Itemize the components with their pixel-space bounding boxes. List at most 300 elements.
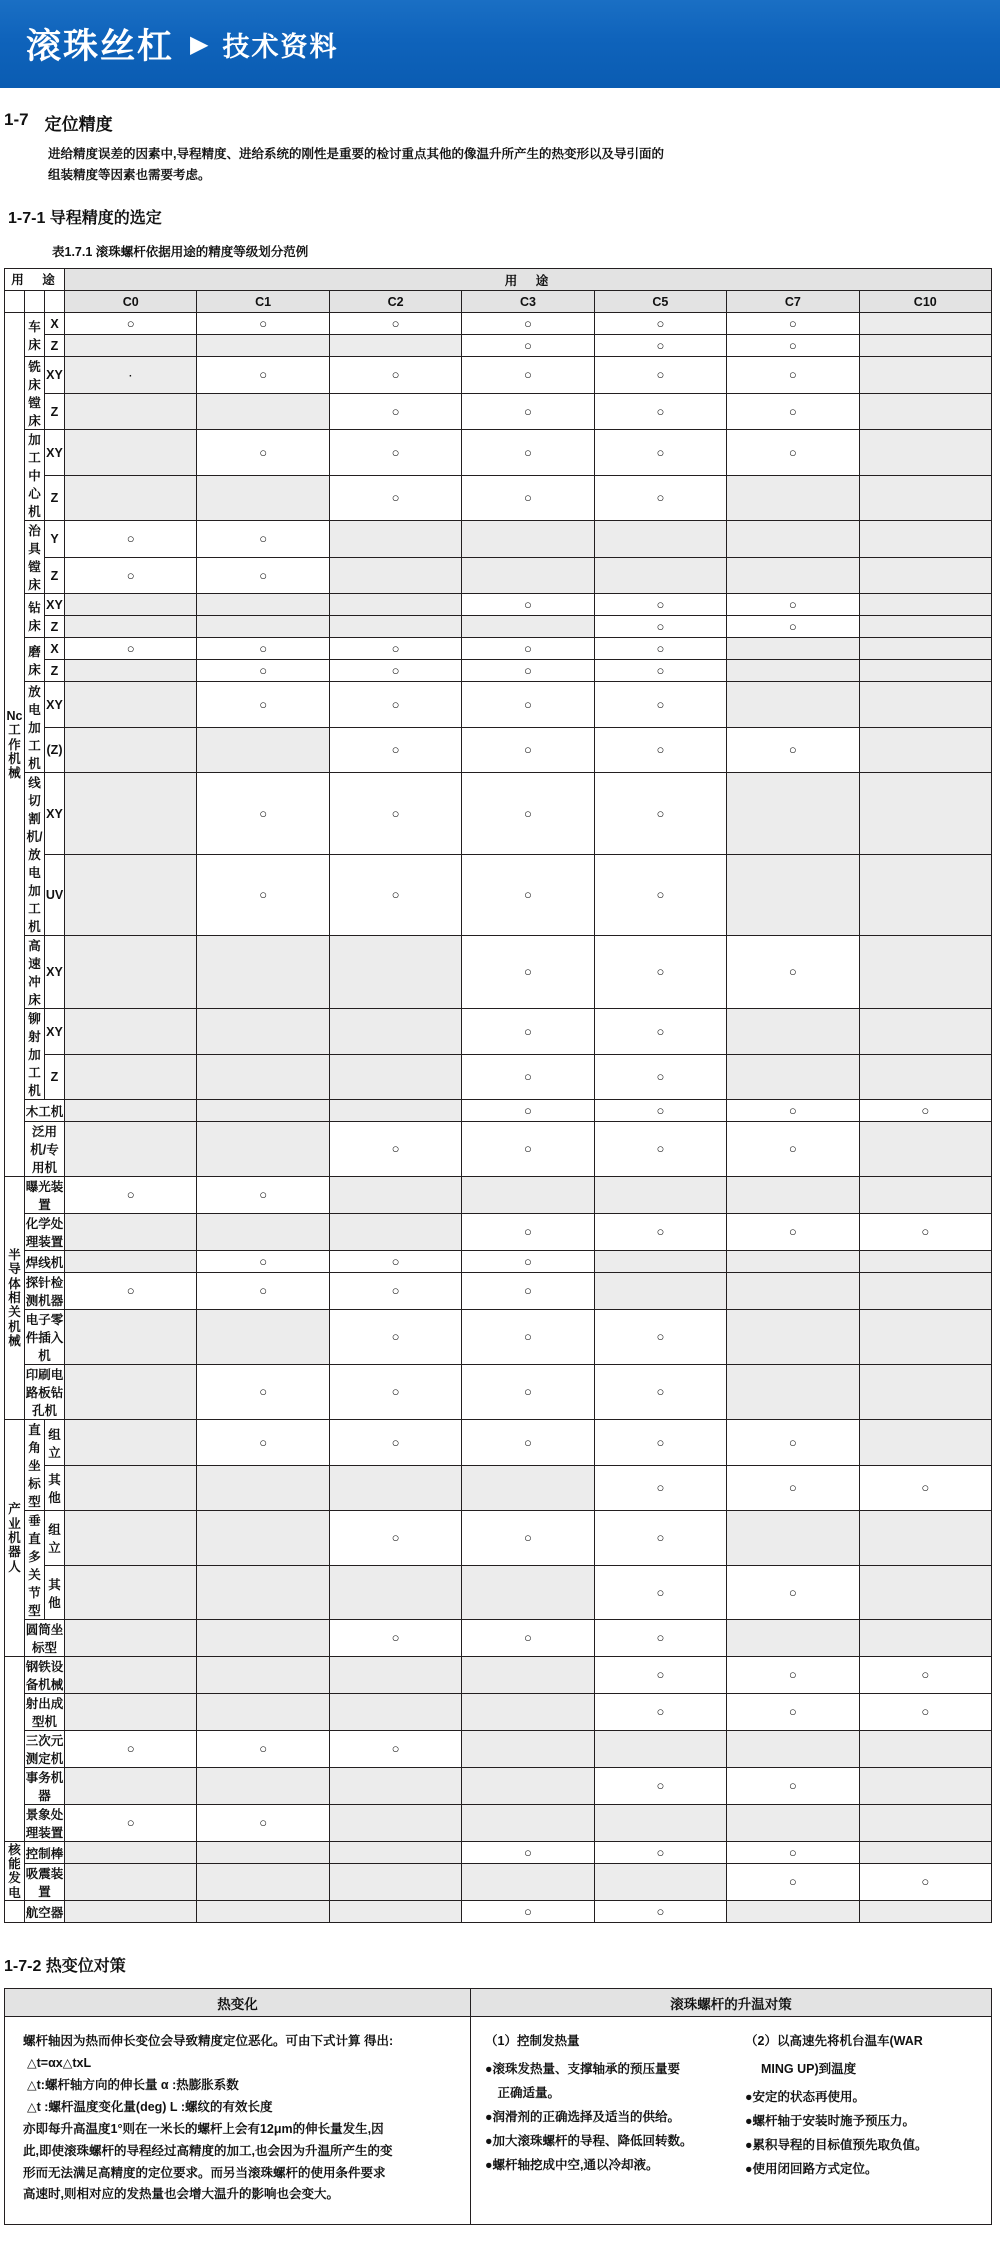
circle-mark-icon: ○	[656, 964, 665, 980]
matrix-axis-label: Z	[45, 475, 65, 521]
matrix-grade-cell	[594, 357, 726, 394]
circle-mark-icon: ○	[391, 805, 400, 821]
circle-mark-icon: ○	[391, 742, 400, 757]
matrix-grade-cell	[197, 393, 329, 430]
list-item: ●累积导程的目标值预先取负值。	[745, 2137, 928, 2152]
section-1-7-title: 定位精度	[44, 115, 113, 134]
matrix-grade-cell	[462, 1565, 594, 1620]
circle-mark-icon: ○	[656, 640, 665, 656]
matrix-grade-cell	[197, 1214, 329, 1251]
matrix-grade-cell	[462, 1657, 594, 1694]
matrix-grade-cell	[727, 1054, 859, 1100]
matrix-grade-cell	[727, 1100, 859, 1122]
circle-mark-icon: ○	[524, 640, 532, 656]
matrix-application-name: 直角坐标型	[25, 1420, 45, 1511]
table-row	[5, 854, 992, 936]
circle-mark-icon: ○	[126, 1283, 135, 1299]
thermal-line-6: 此,即使滚珠螺杆的导程经过高精度的加工,也会因为升温所产生的变	[23, 2143, 393, 2158]
circle-mark-icon: ○	[391, 1630, 400, 1646]
matrix-grade-cell	[594, 393, 726, 430]
matrix-grade-cell	[65, 1251, 197, 1273]
matrix-grade-cell	[594, 1420, 726, 1466]
circle-mark-icon: ○	[788, 403, 797, 419]
circle-mark-icon: ○	[788, 618, 797, 634]
matrix-grade-cell	[594, 773, 726, 855]
circle-mark-icon: ○	[656, 1329, 665, 1345]
circle-mark-icon: ○	[656, 696, 665, 712]
circle-mark-icon: ○	[524, 662, 532, 678]
circle-mark-icon: ○	[259, 1434, 268, 1450]
circle-mark-icon: ○	[656, 1584, 665, 1600]
matrix-grade-cell	[197, 1310, 329, 1365]
table-row	[5, 727, 992, 773]
matrix-group-label: 半 导 体 相 关 机 械	[5, 1177, 25, 1420]
circle-mark-icon: ○	[259, 567, 268, 583]
matrix-grade-cell	[727, 1620, 859, 1657]
circle-mark-icon: ○	[788, 1778, 797, 1794]
matrix-grade-cell	[594, 1731, 726, 1768]
table-row	[5, 335, 992, 357]
circle-mark-icon: ○	[656, 742, 665, 757]
matrix-grade-cell	[197, 1901, 329, 1923]
matrix-grade-cell	[727, 1273, 859, 1310]
matrix-grade-cell	[859, 475, 991, 521]
circle-mark-icon: ○	[788, 1224, 797, 1240]
circle-mark-icon: ○	[656, 444, 665, 460]
circle-mark-icon: ○	[259, 531, 268, 546]
circle-mark-icon: ○	[126, 1741, 135, 1757]
table-row	[5, 1310, 992, 1365]
matrix-grade-cell	[859, 1565, 991, 1620]
matrix-grade-cell	[462, 1122, 594, 1177]
matrix-application-name: 航空器	[25, 1901, 65, 1923]
matrix-grade-cell	[462, 1273, 594, 1310]
matrix-grade-cell	[65, 1054, 197, 1100]
circle-mark-icon: ○	[788, 1141, 797, 1157]
matrix-grade-cell	[859, 660, 991, 682]
circle-mark-icon: ○	[788, 964, 797, 980]
matrix-application-name: 圆筒坐标型	[25, 1620, 65, 1657]
table-row	[5, 1511, 992, 1566]
table-caption: 表1.7.1 滚珠螺杆依据用途的精度等级划分范例	[52, 245, 309, 260]
circle-mark-icon: ○	[259, 1283, 268, 1299]
matrix-grade-cell	[65, 594, 197, 616]
matrix-grade-cell	[329, 1177, 461, 1214]
matrix-grade-cell	[594, 1251, 726, 1273]
matrix-grade-cell	[65, 936, 197, 1009]
circle-mark-icon: ○	[656, 315, 665, 331]
circle-mark-icon: ○	[788, 444, 797, 460]
table-row	[5, 1273, 992, 1310]
circle-mark-icon: ○	[788, 337, 797, 353]
matrix-header-row-top	[5, 269, 992, 291]
matrix-grade-cell	[594, 1864, 726, 1901]
matrix-grade-cell	[727, 557, 859, 594]
matrix-grade-cell	[329, 682, 461, 728]
matrix-axis-label: X	[45, 313, 65, 335]
dot-mark-icon: ·	[129, 371, 133, 382]
matrix-grade-cell	[462, 682, 594, 728]
circle-mark-icon: ○	[656, 1480, 665, 1495]
circle-mark-icon: ○	[391, 490, 400, 505]
matrix-grade-cell	[197, 727, 329, 773]
matrix-grade-cell	[197, 335, 329, 357]
matrix-group-label	[5, 1901, 25, 1923]
matrix-axis-label: 其他	[45, 1565, 65, 1620]
table-row	[5, 1620, 992, 1657]
matrix-grade-cell	[594, 594, 726, 616]
matrix-axis-label: XY	[45, 1009, 65, 1055]
matrix-grade-cell	[329, 936, 461, 1009]
matrix-grade-cell	[859, 1214, 991, 1251]
matrix-grade-cell	[462, 1251, 594, 1273]
table-row	[5, 1731, 992, 1768]
matrix-application-name: 电子零件插入机	[25, 1310, 65, 1365]
table-row	[5, 1864, 992, 1901]
circle-mark-icon: ○	[656, 1224, 665, 1240]
matrix-grade-cell	[594, 1100, 726, 1122]
table-row	[5, 393, 992, 430]
matrix-axis-label: XY	[45, 594, 65, 616]
matrix-grade-cell	[859, 1177, 991, 1214]
matrix-grade-cell	[727, 660, 859, 682]
matrix-grade-cell	[462, 638, 594, 660]
matrix-header-grade-c10: C10	[859, 291, 991, 313]
circle-mark-icon: ○	[524, 1069, 532, 1084]
matrix-grade-cell	[859, 1420, 991, 1466]
matrix-application-name: 三次元测定机	[25, 1731, 65, 1768]
circle-mark-icon: ○	[259, 1815, 268, 1831]
circle-mark-icon: ○	[524, 1903, 532, 1919]
matrix-grade-cell	[859, 1273, 991, 1310]
matrix-grade-cell	[65, 1805, 197, 1842]
matrix-grade-cell	[197, 357, 329, 394]
matrix-grade-cell	[329, 393, 461, 430]
list-item: ●加大滚珠螺杆的导程、降低回转数。	[485, 2133, 693, 2148]
matrix-header-use-right: 用 途	[65, 269, 992, 291]
matrix-grade-cell	[727, 357, 859, 394]
matrix-grade-cell	[727, 335, 859, 357]
matrix-grade-cell	[197, 638, 329, 660]
circle-mark-icon: ○	[788, 1102, 797, 1118]
matrix-grade-cell	[329, 1805, 461, 1842]
matrix-grade-cell	[727, 475, 859, 521]
matrix-grade-cell	[329, 1657, 461, 1694]
circle-mark-icon: ○	[656, 1903, 665, 1919]
matrix-grade-cell	[65, 1177, 197, 1214]
circle-mark-icon: ○	[524, 1384, 532, 1400]
circle-mark-icon: ○	[524, 367, 532, 382]
table-row	[5, 430, 992, 476]
table-row	[5, 357, 992, 394]
matrix-application-name: 射出成型机	[25, 1694, 65, 1731]
matrix-grade-cell	[329, 335, 461, 357]
matrix-grade-cell	[65, 1310, 197, 1365]
matrix-grade-cell	[727, 1122, 859, 1177]
matrix-grade-cell	[727, 1805, 859, 1842]
matrix-grade-cell	[859, 1465, 991, 1511]
matrix-grade-cell	[65, 521, 197, 558]
circle-mark-icon: ○	[656, 887, 665, 902]
circle-mark-icon: ○	[524, 1253, 532, 1269]
circle-mark-icon: ○	[656, 367, 665, 382]
matrix-axis-label: Y	[45, 521, 65, 558]
countermeasure-cell	[471, 2017, 992, 2225]
matrix-grade-cell	[594, 1177, 726, 1214]
matrix-grade-cell	[462, 1420, 594, 1466]
thermal-change-text	[5, 2017, 471, 2225]
matrix-header-name-spacer	[25, 291, 45, 313]
matrix-grade-cell	[197, 1694, 329, 1731]
table-row	[5, 1122, 992, 1177]
matrix-grade-cell	[594, 1901, 726, 1923]
circle-mark-icon: ○	[656, 1844, 665, 1860]
matrix-application-name: 事务机器	[25, 1768, 65, 1805]
table-row	[5, 313, 992, 335]
circle-mark-icon: ○	[391, 1434, 400, 1450]
matrix-grade-cell	[65, 660, 197, 682]
matrix-grade-cell	[462, 1100, 594, 1122]
matrix-grade-cell	[329, 594, 461, 616]
matrix-header-grade-c3: C3	[462, 291, 594, 313]
list-item: ●螺杆轴挖成中空,通以冷却液。	[485, 2157, 659, 2172]
matrix-table-body	[5, 313, 992, 1923]
matrix-grade-cell	[197, 1565, 329, 1620]
thermal-countermeasure-table	[4, 1988, 992, 2225]
countermeasure-columns	[471, 2017, 991, 2200]
matrix-grade-cell	[329, 1768, 461, 1805]
matrix-grade-cell	[859, 1251, 991, 1273]
matrix-grade-cell	[859, 393, 991, 430]
matrix-grade-cell	[65, 1511, 197, 1566]
circle-mark-icon: ○	[259, 1187, 268, 1203]
matrix-header-grade-c5: C5	[594, 291, 726, 313]
matrix-grade-cell	[859, 430, 991, 476]
circle-mark-icon: ○	[921, 1480, 930, 1495]
circle-mark-icon: ○	[259, 805, 268, 821]
circle-mark-icon: ○	[788, 1667, 797, 1683]
matrix-grade-cell	[197, 1511, 329, 1566]
matrix-grade-cell	[65, 1620, 197, 1657]
matrix-grade-cell	[859, 1054, 991, 1100]
circle-mark-icon: ○	[524, 1630, 532, 1646]
circle-mark-icon: ○	[656, 1704, 665, 1720]
matrix-grade-cell	[329, 616, 461, 638]
matrix-grade-cell	[594, 1009, 726, 1055]
matrix-grade-cell	[594, 1657, 726, 1694]
matrix-grade-cell	[329, 1100, 461, 1122]
matrix-grade-cell	[65, 1273, 197, 1310]
matrix-grade-cell	[329, 1864, 461, 1901]
matrix-grade-cell	[329, 1251, 461, 1273]
table-row	[5, 594, 992, 616]
matrix-grade-cell	[859, 616, 991, 638]
matrix-grade-cell	[859, 773, 991, 855]
section-1-7-2-heading: 1-7-2 热变位对策	[4, 1958, 126, 1976]
matrix-header-row-grades	[5, 291, 992, 313]
circle-mark-icon: ○	[391, 367, 400, 382]
matrix-grade-cell	[329, 854, 461, 936]
matrix-axis-label: XY	[45, 936, 65, 1009]
matrix-grade-cell	[462, 393, 594, 430]
matrix-application-name: 放电加工机	[25, 682, 45, 773]
matrix-grade-cell	[197, 1177, 329, 1214]
matrix-grade-cell	[727, 393, 859, 430]
circle-mark-icon: ○	[126, 315, 135, 331]
matrix-grade-cell	[65, 1465, 197, 1511]
matrix-grade-cell	[329, 1465, 461, 1511]
section-1-7	[4, 110, 1000, 260]
table-row	[5, 1694, 992, 1731]
matrix-axis-label: X	[45, 638, 65, 660]
matrix-grade-cell	[65, 335, 197, 357]
matrix-grade-cell	[594, 854, 726, 936]
circle-mark-icon: ○	[259, 887, 268, 902]
matrix-application-name: 木工机	[25, 1100, 65, 1122]
matrix-grade-cell	[594, 638, 726, 660]
matrix-grade-cell	[197, 1100, 329, 1122]
circle-mark-icon: ○	[391, 1530, 400, 1545]
matrix-grade-cell	[859, 1694, 991, 1731]
matrix-grade-cell	[197, 557, 329, 594]
matrix-application-name: 治具镗床	[25, 521, 45, 594]
circle-mark-icon: ○	[524, 964, 532, 980]
matrix-grade-cell	[727, 430, 859, 476]
circle-mark-icon: ○	[524, 696, 532, 712]
matrix-grade-cell	[197, 682, 329, 728]
matrix-grade-cell	[329, 1122, 461, 1177]
circle-mark-icon: ○	[524, 1844, 532, 1860]
matrix-grade-cell	[197, 616, 329, 638]
circle-mark-icon: ○	[391, 696, 400, 712]
matrix-axis-label: Z	[45, 393, 65, 430]
matrix-header-grade-c2: C2	[329, 291, 461, 313]
matrix-grade-cell	[594, 1565, 726, 1620]
matrix-grade-cell	[462, 475, 594, 521]
circle-mark-icon: ○	[788, 1434, 797, 1450]
matrix-grade-cell	[594, 616, 726, 638]
matrix-application-name: 铆射加工机	[25, 1009, 45, 1100]
matrix-grade-cell	[727, 1901, 859, 1923]
matrix-grade-cell	[462, 1310, 594, 1365]
circle-mark-icon: ○	[656, 1023, 665, 1039]
section-1-7-heading	[4, 110, 1000, 135]
matrix-axis-label: XY	[45, 430, 65, 476]
matrix-grade-cell	[197, 1251, 329, 1273]
matrix-grade-cell	[462, 616, 594, 638]
matrix-grade-cell	[727, 638, 859, 660]
matrix-application-name: 景象处理装置	[25, 1805, 65, 1842]
matrix-grade-cell	[65, 1901, 197, 1923]
circle-mark-icon: ○	[391, 1384, 400, 1400]
matrix-axis-label: Z	[45, 1054, 65, 1100]
matrix-grade-cell	[594, 682, 726, 728]
matrix-grade-cell	[594, 936, 726, 1009]
section-1-7-1-heading: 1-7-1 导程精度的选定	[8, 210, 162, 228]
banner-title: 滚珠丝杠	[26, 27, 175, 66]
table-row	[5, 1805, 992, 1842]
matrix-grade-cell	[197, 430, 329, 476]
matrix-grade-cell	[65, 430, 197, 476]
banner-subtitle: 技术资料	[222, 31, 339, 62]
matrix-grade-cell	[197, 1365, 329, 1420]
circle-mark-icon: ○	[259, 367, 268, 382]
circle-mark-icon: ○	[656, 1530, 665, 1545]
matrix-grade-cell	[727, 313, 859, 335]
section-1-7-body-line1: 进给精度误差的因素中,导程精度、进给系统的刚性是重要的检讨重点其他的像温升所产生的热变形以及导引面的	[48, 147, 664, 161]
circle-mark-icon: ○	[656, 805, 665, 821]
matrix-grade-cell	[859, 1511, 991, 1566]
circle-mark-icon: ○	[524, 596, 532, 612]
matrix-grade-cell	[727, 1177, 859, 1214]
thermal-line-8: 高速时,则相对应的发热量也会增大温升的影响也会变大。	[23, 2187, 339, 2202]
list-item: ●安定的状态再使用。	[745, 2090, 866, 2104]
matrix-grade-cell	[859, 727, 991, 773]
matrix-grade-cell	[329, 1511, 461, 1566]
matrix-grade-cell	[65, 1864, 197, 1901]
matrix-grade-cell	[329, 357, 461, 394]
matrix-grade-cell	[859, 335, 991, 357]
matrix-axis-label: 组立	[45, 1511, 65, 1566]
matrix-grade-cell	[462, 557, 594, 594]
matrix-grade-cell	[65, 638, 197, 660]
circle-mark-icon: ○	[391, 640, 400, 656]
matrix-grade-cell	[462, 727, 594, 773]
circle-mark-icon: ○	[921, 1102, 930, 1118]
matrix-grade-cell	[594, 1620, 726, 1657]
matrix-grade-cell	[65, 773, 197, 855]
list-item: ●润滑剂的正确选择及适当的供给。	[485, 2109, 681, 2124]
matrix-grade-cell	[462, 936, 594, 1009]
matrix-grade-cell	[594, 1214, 726, 1251]
matrix-header-grade-c1: C1	[197, 291, 329, 313]
circle-mark-icon: ○	[259, 696, 268, 712]
matrix-grade-cell	[594, 1842, 726, 1864]
table-row	[5, 1657, 992, 1694]
matrix-grade-cell	[859, 638, 991, 660]
matrix-grade-cell	[197, 1657, 329, 1694]
matrix-axis-label: Z	[45, 335, 65, 357]
matrix-grade-cell	[329, 430, 461, 476]
matrix-grade-cell	[727, 521, 859, 558]
circle-mark-icon: ○	[259, 640, 268, 656]
matrix-grade-cell	[727, 682, 859, 728]
matrix-grade-cell	[462, 1177, 594, 1214]
matrix-axis-label: Z	[45, 616, 65, 638]
matrix-grade-cell	[462, 335, 594, 357]
circle-mark-icon: ○	[656, 1102, 665, 1118]
matrix-grade-cell	[197, 1842, 329, 1864]
matrix-grade-cell	[727, 727, 859, 773]
circle-mark-icon: ○	[788, 596, 797, 612]
matrix-grade-cell	[329, 1901, 461, 1923]
table-row	[5, 660, 992, 682]
matrix-grade-cell	[462, 1054, 594, 1100]
circle-mark-icon: ○	[656, 1434, 665, 1450]
circle-mark-icon: ○	[524, 1224, 532, 1240]
circle-mark-icon: ○	[921, 1874, 930, 1890]
table-row	[5, 557, 992, 594]
countermeasure-col-2-title-line2: MING UP)到温度	[745, 2062, 857, 2077]
circle-mark-icon: ○	[656, 1069, 665, 1084]
matrix-application-name: 钢铁设备机械	[25, 1657, 65, 1694]
matrix-grade-cell	[594, 1365, 726, 1420]
matrix-grade-cell	[65, 616, 197, 638]
matrix-table-head	[5, 269, 992, 313]
matrix-grade-cell	[594, 430, 726, 476]
table-row	[5, 1009, 992, 1055]
matrix-grade-cell	[462, 313, 594, 335]
